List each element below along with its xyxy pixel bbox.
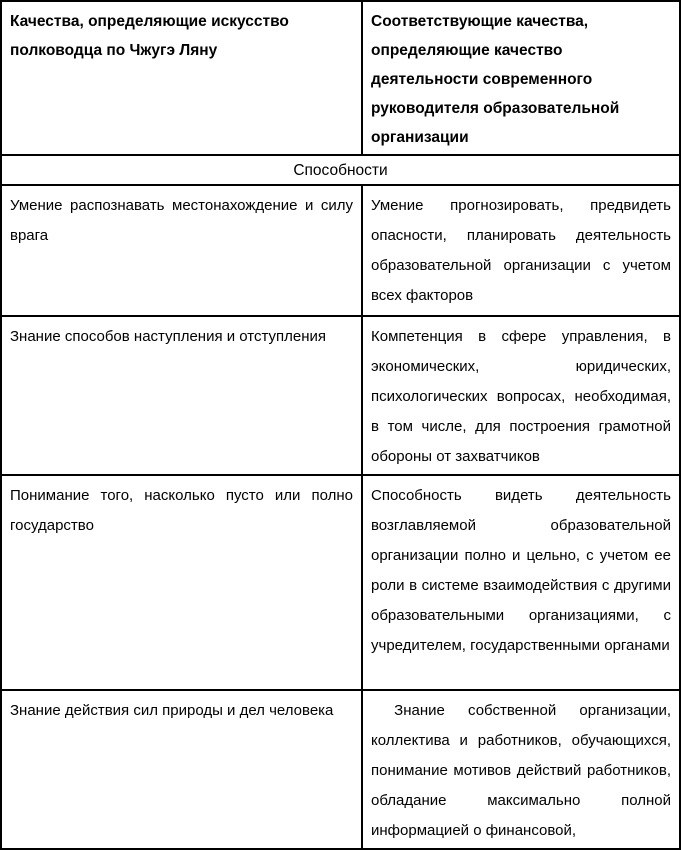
section-label-capabilities: Способности [1,155,680,185]
cell-manager-quality: Компетенция в сфере управления, в экономических, юридических, психологических вопросах, необходимая, в том числе, для построения грамотной обороны от захватчиков [362,316,680,475]
cell-commander-quality: Понимание того, насколько пусто или полно государство [1,475,362,690]
cell-manager-quality: Способность видеть деятельность возглавляемой образовательной организации полно и цельно, с учетом ее роли в системе взаимодействия с другими образовательными организациями, с учредителем, государственными органами [362,475,680,690]
table-row [1,316,680,475]
table-row [1,475,680,690]
table-row [1,690,680,849]
header-cell-manager-qualities: Соответствующие качества, определяющие качество деятельности современного руководителя образовательной организации [362,1,680,155]
cell-commander-quality: Знание способов наступления и отступления [1,316,362,475]
cell-manager-quality: Знание собственной организации, коллектива и работников, обучающихся, понимание мотивов действий работников, обладание максимально полной информацией о финансовой, [362,690,680,849]
cell-manager-quality: Умение прогнозировать, предвидеть опасности, планировать деятельность образовательной организации с учетом всех факторов [362,185,680,316]
cell-commander-quality: Знание действия сил природы и дел человека [1,690,362,849]
header-row [1,1,680,155]
section-row [1,155,680,185]
header-cell-commander-qualities: Качества, определяющие искусство полководца по Чжугэ Ляну [1,1,362,155]
cell-commander-quality: Умение распознавать местонахождение и силу врага [1,185,362,316]
table-row [1,185,680,316]
